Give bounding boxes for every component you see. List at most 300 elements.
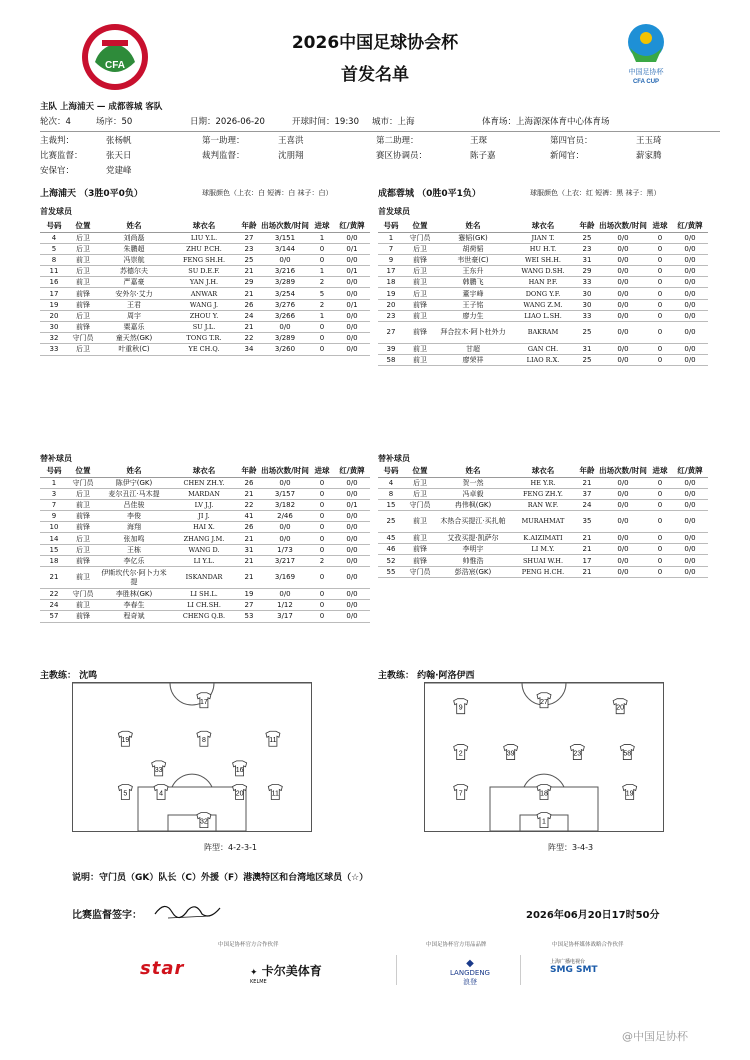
table-cell: 前卫 xyxy=(68,254,98,265)
column-header: 球衣名 xyxy=(170,465,238,477)
table-cell: 0/0 xyxy=(672,566,708,577)
table-cell: 0 xyxy=(310,567,334,589)
table-cell: 0/0 xyxy=(672,299,708,310)
table-cell: 24 xyxy=(238,310,260,321)
table-cell: 前锋 xyxy=(68,288,98,299)
table-row xyxy=(378,243,708,254)
table-cell: 0/0 xyxy=(598,499,648,510)
table-cell: 0 xyxy=(648,533,672,544)
table-cell: 0/0 xyxy=(598,310,648,321)
table-cell: 31 xyxy=(576,254,598,265)
table-cell: 26 xyxy=(238,522,260,533)
table-cell: 20 xyxy=(40,310,68,321)
home-player-number: 33 xyxy=(154,766,163,774)
table-row xyxy=(378,488,708,499)
away-player-shirt xyxy=(620,745,634,760)
table-cell: 0/0 xyxy=(598,254,648,265)
table-cell: 后卫 xyxy=(404,288,436,299)
table-cell: 21 xyxy=(40,567,68,589)
table-row xyxy=(40,344,370,355)
table-cell: 前锋 xyxy=(68,611,98,622)
column-header: 号码 xyxy=(40,220,68,232)
table-cell: 0/0 xyxy=(598,566,648,577)
table-cell: 0/0 xyxy=(334,600,370,611)
column-header: 红/黄牌 xyxy=(672,465,708,477)
table-cell: 0 xyxy=(310,254,334,265)
table-cell: 0/0 xyxy=(334,533,370,544)
table-cell: 21 xyxy=(238,288,260,299)
table-cell: 刘尚磊 xyxy=(98,232,170,243)
table-cell: YAN J.H. xyxy=(170,277,238,288)
home-player-shirt xyxy=(118,731,132,746)
table-cell: 王栋 xyxy=(98,544,170,555)
table-cell: 46 xyxy=(378,544,404,555)
table-cell: 24 xyxy=(40,600,68,611)
away-player-shirt xyxy=(454,699,468,714)
table-cell: 26 xyxy=(238,477,260,488)
table-cell: 3/144 xyxy=(260,243,310,254)
table-cell: 前卫 xyxy=(68,499,98,510)
table-cell: FENG ZH.Y. xyxy=(510,488,576,499)
table-cell: 胡荷韬 xyxy=(436,243,510,254)
table-cell: 前卫 xyxy=(404,511,436,533)
table-cell: 0/0 xyxy=(672,477,708,488)
table-cell: 33 xyxy=(576,310,598,321)
table-cell: 2/46 xyxy=(260,511,310,522)
match-no: 场序：50 xyxy=(96,117,133,127)
table-cell: 0/0 xyxy=(260,477,310,488)
column-header: 号码 xyxy=(378,220,404,232)
table-row xyxy=(378,310,708,321)
column-header: 年龄 xyxy=(576,465,598,477)
table-cell: 27 xyxy=(238,232,260,243)
table-cell: WANG Z.M. xyxy=(510,299,576,310)
column-header: 年龄 xyxy=(238,220,260,232)
table-cell: 0/0 xyxy=(334,344,370,355)
table-cell: TONG T.R. xyxy=(170,333,238,344)
official-label: 比赛监督： xyxy=(40,151,83,161)
home-subs-table xyxy=(40,465,370,623)
official-label: 新闻官： xyxy=(550,151,585,161)
away-player-shirt xyxy=(537,693,551,708)
table-cell: 3/216 xyxy=(260,266,310,277)
table-cell: WEI SH.H. xyxy=(510,254,576,265)
table-cell: 程奇斌 xyxy=(98,611,170,622)
match-date: 日期：2026-06-20 xyxy=(190,117,265,127)
column-header: 红/黄牌 xyxy=(672,220,708,232)
table-cell: 0 xyxy=(648,288,672,299)
table-cell: 0/0 xyxy=(672,511,708,533)
home-team-name: 上海浦天 （3胜0平0负） xyxy=(40,189,143,199)
table-cell: 前锋 xyxy=(68,511,98,522)
table-cell: 1 xyxy=(310,232,334,243)
table-cell: 17 xyxy=(576,555,598,566)
table-cell: 0/0 xyxy=(672,344,708,355)
official-label: 主裁判： xyxy=(40,136,75,146)
table-cell: ZHU P.CH. xyxy=(170,243,238,254)
sponsor-caption: 中国足协杯官方合作伙伴 xyxy=(218,942,279,948)
table-cell: 0/0 xyxy=(598,232,648,243)
away-player-shirt xyxy=(504,745,518,760)
home-player-shirt xyxy=(152,761,166,776)
table-cell: 李明宇 xyxy=(436,544,510,555)
table-cell: 冯崇航 xyxy=(98,254,170,265)
table-cell: 0/0 xyxy=(672,277,708,288)
table-cell: 后卫 xyxy=(404,477,436,488)
table-cell: 0/1 xyxy=(334,299,370,310)
table-cell: 0 xyxy=(648,488,672,499)
table-cell: 帅惟浩 xyxy=(436,555,510,566)
table-cell: SU J.L. xyxy=(170,322,238,333)
table-cell: 后卫 xyxy=(68,232,98,243)
table-cell: CHENG Q.B. xyxy=(170,611,238,622)
home-player-shirt xyxy=(197,731,211,746)
column-header: 进球 xyxy=(648,220,672,232)
table-cell: 0 xyxy=(648,477,672,488)
table-cell: 3/151 xyxy=(260,232,310,243)
table-cell: 21 xyxy=(576,566,598,577)
sponsor-caption: 中国足协杯官方用品品牌 xyxy=(426,942,487,948)
table-cell: 19 xyxy=(378,288,404,299)
away-player-number: 23 xyxy=(573,750,582,758)
city: 城市：上海 xyxy=(372,117,415,127)
table-cell: 2 xyxy=(310,277,334,288)
table-cell: 25 xyxy=(576,355,598,366)
table-cell: 后卫 xyxy=(68,344,98,355)
column-header: 姓名 xyxy=(436,465,510,477)
away-player-shirt xyxy=(537,813,551,828)
table-cell: 29 xyxy=(238,277,260,288)
table-cell: 后卫 xyxy=(68,488,98,499)
table-cell: 廖力生 xyxy=(436,310,510,321)
table-cell: 张加鸣 xyxy=(98,533,170,544)
table-cell: 29 xyxy=(576,266,598,277)
table-cell: 16 xyxy=(40,277,68,288)
table-cell: 18 xyxy=(40,555,68,566)
table-cell: 0/0 xyxy=(672,310,708,321)
home-coach: 主教练： 沈鸣 xyxy=(40,671,98,681)
sponsor-kelme-small: KELME xyxy=(250,979,267,985)
table-row xyxy=(40,522,370,533)
table-cell: 前锋 xyxy=(404,254,436,265)
table-cell: 8 xyxy=(40,254,68,265)
table-cell: 前锋 xyxy=(404,555,436,566)
table-row xyxy=(40,611,370,622)
table-cell: 25 xyxy=(378,511,404,533)
table-row xyxy=(40,266,370,277)
table-cell: GAN CH. xyxy=(510,344,576,355)
home-player-number: 17 xyxy=(200,698,208,706)
table-cell: 韦世豪(C) xyxy=(436,254,510,265)
table-cell: 前卫 xyxy=(404,355,436,366)
table-cell: HAI X. xyxy=(170,522,238,533)
home-formation: 阵型：4-2-3-1 xyxy=(204,843,258,852)
home-starters-label: 首发球员 xyxy=(40,207,72,216)
table-row xyxy=(378,322,708,344)
table-cell: 前卫 xyxy=(404,344,436,355)
table-cell: 3/266 xyxy=(260,310,310,321)
table-cell: 23 xyxy=(576,243,598,254)
table-row xyxy=(40,488,370,499)
table-cell: 5 xyxy=(40,243,68,254)
table-cell: 廖荣祥 xyxy=(436,355,510,366)
column-header: 出场次数/时间 xyxy=(261,221,309,231)
table-cell: 0/0 xyxy=(260,322,310,333)
cup-logo-en: CFA CUP xyxy=(632,79,660,85)
table-cell: 26 xyxy=(238,299,260,310)
table-cell: 10 xyxy=(40,522,68,533)
sponsor-caption: 中国足协杯媒体战略合作伙伴 xyxy=(552,942,624,948)
home-subs-label: 替补球员 xyxy=(40,454,72,463)
table-cell: 0/0 xyxy=(672,232,708,243)
home-pitch xyxy=(72,682,312,832)
table-row xyxy=(378,254,708,265)
away-team-name: 成都蓉城 （0胜0平1负） xyxy=(378,189,481,199)
table-cell: 3 xyxy=(40,488,68,499)
table-cell: 麦尔丑江·马木提 xyxy=(98,488,170,499)
table-row xyxy=(378,477,708,488)
table-cell: 0/0 xyxy=(598,322,648,344)
table-cell: 19 xyxy=(238,589,260,600)
table-cell: 0/0 xyxy=(598,288,648,299)
table-cell: 34 xyxy=(238,344,260,355)
table-cell: 0 xyxy=(310,333,334,344)
table-cell: 25 xyxy=(238,254,260,265)
table-cell: 0 xyxy=(648,322,672,344)
table-cell: 0/0 xyxy=(598,344,648,355)
table-cell: HE Y.R. xyxy=(510,477,576,488)
column-header: 姓名 xyxy=(436,220,510,232)
table-cell: 31 xyxy=(238,544,260,555)
home-player-shirt xyxy=(154,785,168,800)
table-cell: K.AIZIMATI xyxy=(510,533,576,544)
table-cell: 安外尔·艾力 xyxy=(98,288,170,299)
table-cell: 33 xyxy=(40,344,68,355)
away-player-number: 58 xyxy=(623,750,632,758)
table-cell: 0/0 xyxy=(672,254,708,265)
table-cell: 0/0 xyxy=(672,288,708,299)
table-cell: LI M.Y. xyxy=(510,544,576,555)
table-cell: 27 xyxy=(378,322,404,344)
table-cell: 2 xyxy=(310,299,334,310)
table-cell: 前锋 xyxy=(68,555,98,566)
column-header: 位置 xyxy=(404,465,436,477)
table-row xyxy=(40,567,370,589)
table-cell: 周宇 xyxy=(98,310,170,321)
table-cell: MURAHMAT xyxy=(510,511,576,533)
table-cell: 0/0 xyxy=(598,243,648,254)
table-cell: 0 xyxy=(648,232,672,243)
page-title: 2026中国足球协会杯 xyxy=(291,33,459,53)
table-cell: 0/0 xyxy=(672,322,708,344)
table-cell: 0/0 xyxy=(598,355,648,366)
column-header: 年龄 xyxy=(576,220,598,232)
table-row xyxy=(378,355,708,366)
table-cell: 守门员 xyxy=(68,477,98,488)
table-cell: 1 xyxy=(310,310,334,321)
table-cell: 30 xyxy=(576,299,598,310)
table-cell: SHUAI W.H. xyxy=(510,555,576,566)
table-cell: 0/0 xyxy=(334,333,370,344)
table-cell: 后卫 xyxy=(68,544,98,555)
table-cell: 0/0 xyxy=(260,589,310,600)
table-cell: 海翔 xyxy=(98,522,170,533)
match-info xyxy=(40,98,720,177)
table-row xyxy=(378,344,708,355)
table-cell: 21 xyxy=(238,555,260,566)
table-row xyxy=(378,533,708,544)
column-header: 出场次数/时间 xyxy=(599,221,647,231)
table-cell: 0/0 xyxy=(598,488,648,499)
table-cell: 前卫 xyxy=(68,567,98,589)
table-cell: 20 xyxy=(378,299,404,310)
table-cell: 23 xyxy=(378,310,404,321)
sponsor-kelme-logo: ✦ 卡尔美体育 KELME xyxy=(250,964,322,985)
table-cell: 3/182 xyxy=(260,499,310,510)
table-cell: 王东升 xyxy=(436,266,510,277)
column-header: 球衣名 xyxy=(510,220,576,232)
official-label: 第四官员： xyxy=(550,136,593,146)
table-cell: 0/0 xyxy=(334,611,370,622)
away-player-number: 2 xyxy=(458,750,463,758)
table-cell: 3/157 xyxy=(260,488,310,499)
legend-note: 说明：守门员（GK）队长（C）外援（F）港澳特区和台湾地区球员（☆） xyxy=(72,873,369,883)
table-cell: 1/73 xyxy=(260,544,310,555)
table-cell: 15 xyxy=(378,499,404,510)
official-label: 安保官： xyxy=(40,166,75,176)
away-formation: 阵型：3-4-3 xyxy=(548,843,594,852)
table-cell: 吕佳骏 xyxy=(98,499,170,510)
table-cell: 贺一然 xyxy=(436,477,510,488)
table-cell: 0 xyxy=(310,344,334,355)
sponsor-langdeng-text: LANGDENG xyxy=(450,969,490,977)
table-cell: LI CH.SH. xyxy=(170,600,238,611)
table-cell: 21 xyxy=(576,544,598,555)
table-cell: 0/0 xyxy=(598,555,648,566)
table-cell: 21 xyxy=(238,266,260,277)
table-cell: 52 xyxy=(378,555,404,566)
table-cell: 0 xyxy=(648,299,672,310)
table-cell: 1 xyxy=(378,232,404,243)
table-cell: SU D.E.F. xyxy=(170,266,238,277)
table-cell: 0 xyxy=(648,566,672,577)
table-cell: 0/0 xyxy=(672,266,708,277)
table-cell: CHEN ZH.Y. xyxy=(170,477,238,488)
table-cell: 前锋 xyxy=(68,522,98,533)
home-player-number: 32 xyxy=(200,818,208,826)
table-cell: 0 xyxy=(310,243,334,254)
table-cell: 21 xyxy=(238,322,260,333)
table-cell: DONG Y.F. xyxy=(510,288,576,299)
table-cell: HAN P.F. xyxy=(510,277,576,288)
sponsor-star-logo: star xyxy=(140,958,185,979)
table-cell: YE CH.Q. xyxy=(170,344,238,355)
table-cell: 3/260 xyxy=(260,344,310,355)
table-cell: 0/1 xyxy=(334,266,370,277)
table-cell: 0 xyxy=(648,266,672,277)
home-player-shirt xyxy=(268,785,282,800)
column-header: 进球 xyxy=(648,465,672,477)
table-row xyxy=(378,299,708,310)
away-player-number: 18 xyxy=(540,790,548,798)
table-cell: 后卫 xyxy=(404,243,436,254)
away-player-number: 27 xyxy=(540,698,548,706)
table-cell: 4 xyxy=(40,232,68,243)
table-cell: 30 xyxy=(40,322,68,333)
table-row xyxy=(40,333,370,344)
table-cell: 39 xyxy=(378,344,404,355)
table-cell: 王子铭 xyxy=(436,299,510,310)
stadium: 体育场：上海源深体育中心体育场 xyxy=(482,117,610,127)
table-cell: 0/0 xyxy=(334,555,370,566)
column-header: 出场次数/时间 xyxy=(261,466,309,476)
table-row xyxy=(40,544,370,555)
table-cell: 朱鹏超 xyxy=(98,243,170,254)
table-cell: 0 xyxy=(310,600,334,611)
table-cell: 木热合买提江·买扎帕 xyxy=(436,511,510,533)
table-cell: 1 xyxy=(310,266,334,277)
table-cell: 3/17 xyxy=(260,611,310,622)
table-cell: 严嘉豪 xyxy=(98,277,170,288)
table-cell: ZHANG J.M. xyxy=(170,533,238,544)
table-cell: WANG J. xyxy=(170,299,238,310)
table-cell: 0/0 xyxy=(334,254,370,265)
table-cell: JI J. xyxy=(170,511,238,522)
official-label: 裁判监督： xyxy=(202,151,245,161)
table-cell: 9 xyxy=(40,511,68,522)
home-player-number: 4 xyxy=(159,790,164,798)
table-cell: RAN W.F. xyxy=(510,499,576,510)
table-cell: 李胜林(GK) xyxy=(98,589,170,600)
table-cell: 58 xyxy=(378,355,404,366)
table-cell: 0 xyxy=(648,544,672,555)
table-cell: 4 xyxy=(378,477,404,488)
table-cell: 甘超 xyxy=(436,344,510,355)
home-kit: 球服颜色（上衣：白 短裤：白 袜子：白） xyxy=(202,189,333,197)
column-header: 球衣名 xyxy=(170,220,238,232)
table-cell: 0 xyxy=(310,522,334,533)
table-cell: 李春生 xyxy=(98,600,170,611)
table-row xyxy=(378,266,708,277)
cfa-cup-logo-icon xyxy=(616,20,676,88)
page-header xyxy=(0,0,750,96)
table-cell: 守门员 xyxy=(404,566,436,577)
cfa-logo-text: CFA xyxy=(105,60,125,71)
table-cell: 0/0 xyxy=(334,488,370,499)
table-cell: 53 xyxy=(238,611,260,622)
official-value: 陈子嘉 xyxy=(470,151,496,161)
table-cell: 18 xyxy=(378,277,404,288)
table-cell: 19 xyxy=(40,299,68,310)
table-cell: 0/1 xyxy=(334,243,370,254)
table-cell: 30 xyxy=(576,288,598,299)
table-cell: 0/0 xyxy=(598,299,648,310)
away-player-number: 7 xyxy=(458,790,463,798)
table-cell: 0 xyxy=(648,499,672,510)
table-cell: 苏德尔夫 xyxy=(98,266,170,277)
table-cell: 31 xyxy=(576,344,598,355)
column-header: 出场次数/时间 xyxy=(599,466,647,476)
table-cell: 0/1 xyxy=(334,499,370,510)
home-player-number: 11 xyxy=(269,737,277,745)
table-cell: 0/0 xyxy=(334,522,370,533)
watermark: @中国足协杯 xyxy=(622,1030,688,1043)
table-cell: 0 xyxy=(648,355,672,366)
away-player-number: 1 xyxy=(542,818,546,826)
table-cell: 后卫 xyxy=(68,266,98,277)
home-player-shirt xyxy=(118,785,132,800)
home-player-shirt xyxy=(233,761,247,776)
